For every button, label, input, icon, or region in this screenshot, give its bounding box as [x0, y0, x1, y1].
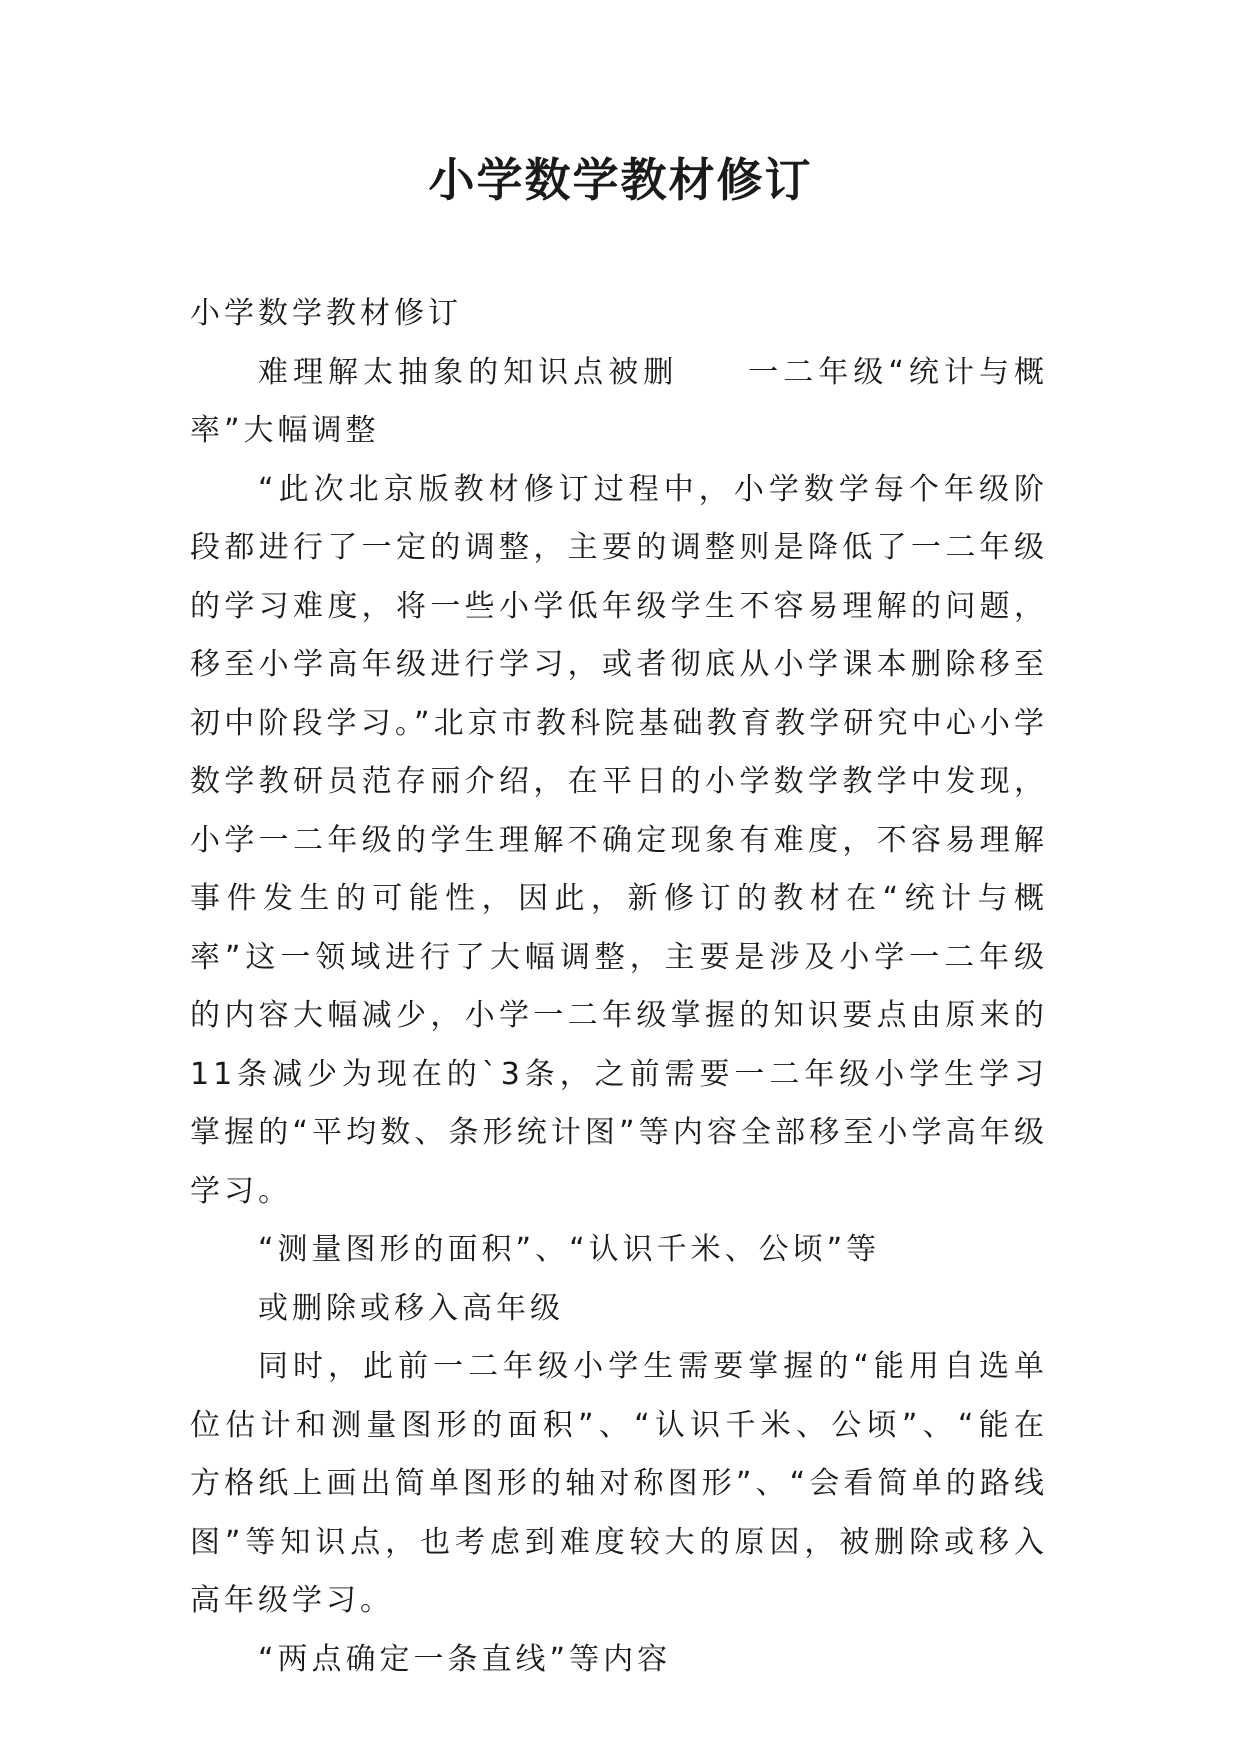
- document-body: [190, 285, 1048, 1689]
- paragraph-body-2: 同时，此前一二年级小学生需要掌握的“能用自选单位估计和测量图形的面积”、“认识千米、公顷”、“能在方格纸上画出简单图形的轴对称图形”、“会看简单的路线图”等知识点，也考虑到难度较大的原因，被删除或移入高年级学习。: [190, 1349, 1048, 1618]
- paragraph-heading-2b: 或删除或移入高年级: [258, 1290, 564, 1326]
- paragraph-subtitle: 小学数学教材修订: [190, 296, 462, 331]
- paragraph-body-1: “此次北京版教材修订过程中，小学数学每个年级阶段都进行了一定的调整，主要的调整则是降低了一二年级的学习难度，将一些小学低年级学生不容易理解的问题，移至小学高年级进行学习，或者彻底从小学课本删除移至初中阶段学习。”北京市教科院基础教育教学研究中心小学数学教研员范存丽介绍，在平日的小学数学教学中发现，小学一二年级的学生理解不确定现象有难度，不容易理解事件发生的可能性，因此，新修订的教材在“统计与概率”这一领域进行了大幅调整，主要是涉及小学一二年级的内容大幅减少，小学一二年级掌握的知识要点由原来的11条减少为现在的`3条，之前需要一二年级小学生学习掌握的“平均数、条形统计图”等内容全部移至小学高年级学习。: [190, 471, 1048, 1209]
- paragraph-heading-2a: “测量图形的面积”、“认识千米、公顷”等: [258, 1232, 881, 1267]
- paragraph-heading-1: 难理解太抽象的知识点被删 一二年级“统计与概率”大幅调整: [190, 354, 1048, 448]
- document-title: 小学数学教材修订: [428, 153, 813, 207]
- paragraph-heading-3: “两点确定一条直线”等内容: [258, 1641, 672, 1677]
